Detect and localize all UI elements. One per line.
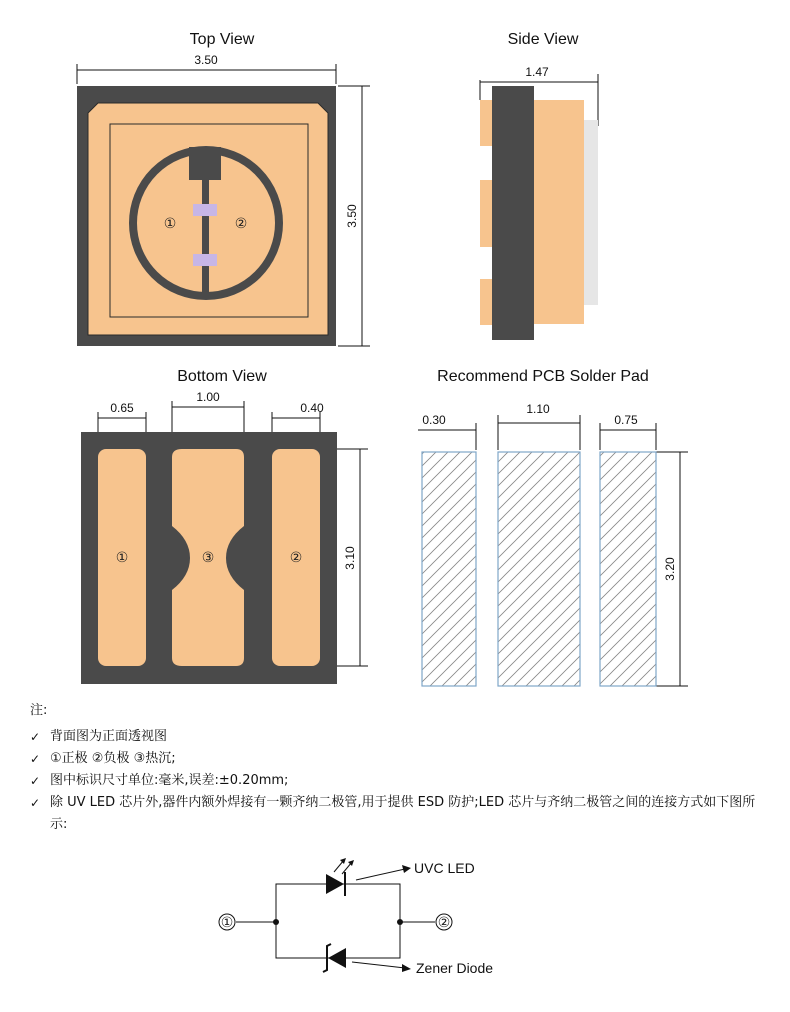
note-text: 除 UV LED 芯片外,器件内额外焊接有一颗齐纳二极管,用于提供 ESD 防护;LED 芯片与齐纳二极管之间的连接方式如下图所示: xyxy=(50,795,756,832)
check-icon: ✓ xyxy=(30,752,41,766)
top-pad2-mark: ② xyxy=(234,216,248,232)
notes-heading: 注: xyxy=(30,703,48,718)
check-icon: ✓ xyxy=(30,774,41,788)
uvc-callout-arrowhead xyxy=(402,865,411,873)
side-pad-upper xyxy=(480,100,494,146)
bottom-pad1-width-dim: 0.65 xyxy=(110,401,134,415)
wire-led-loop xyxy=(276,884,400,922)
top-pad1-mark: ① xyxy=(163,216,177,232)
pcb-view-title: Recommend PCB Solder Pad xyxy=(437,368,649,385)
pcb-pad3-width-dim: 1.10 xyxy=(526,402,550,416)
pcb-pad1-width-dim: 0.30 xyxy=(422,413,446,427)
check-icon: ✓ xyxy=(30,796,41,810)
zener-callout-arrowhead xyxy=(402,964,411,972)
note-text: ①正极 ②负极 ③热沉; xyxy=(50,751,176,766)
top-zener-chip xyxy=(193,254,217,266)
notes-section xyxy=(30,702,770,836)
check-icon: ✓ xyxy=(30,730,41,744)
bottom-pad2-mark: ② xyxy=(289,550,303,566)
side-view xyxy=(480,31,598,340)
side-window xyxy=(584,120,598,305)
note-item xyxy=(30,726,770,748)
bottom-view xyxy=(81,368,368,684)
note-text: 背面图为正面透视图 xyxy=(50,729,168,744)
circuit-schematic xyxy=(219,858,493,976)
pcb-pad-2 xyxy=(600,452,656,686)
pcb-pad-1 xyxy=(422,452,476,686)
circuit-terminal-2: ② xyxy=(437,915,451,931)
bottom-view-title: Bottom View xyxy=(177,368,267,385)
bottom-pad2-width-dim: 0.40 xyxy=(300,401,324,415)
note-item xyxy=(30,748,770,770)
top-chip-bond-pad xyxy=(189,147,221,180)
note-text: 图中标识尺寸单位:毫米,误差:±0.20mm; xyxy=(50,773,289,788)
circuit-terminal-1: ① xyxy=(220,915,234,931)
note-item xyxy=(30,770,770,792)
top-view xyxy=(77,31,370,346)
uvc-led-label: UVC LED xyxy=(414,860,475,876)
side-body xyxy=(492,86,534,340)
top-height-dim: 3.50 xyxy=(345,204,359,228)
pcb-pad-3 xyxy=(498,452,580,686)
top-view-title: Top View xyxy=(189,31,255,48)
side-view-title: Side View xyxy=(507,31,579,48)
zener-diode-symbol xyxy=(328,948,346,968)
side-width-dim: 1.47 xyxy=(525,65,549,79)
pcb-height-dim: 3.20 xyxy=(663,557,677,581)
led-diode-symbol xyxy=(326,874,344,894)
pcb-pad2-width-dim: 0.75 xyxy=(614,413,638,427)
pcb-pad-view xyxy=(418,368,688,686)
junction-left xyxy=(273,919,279,925)
bottom-height-dim: 3.10 xyxy=(343,546,357,570)
side-pad-lower xyxy=(480,279,494,325)
top-center-trace xyxy=(202,180,209,292)
top-led-chip xyxy=(193,204,217,216)
uvc-callout-line xyxy=(356,869,405,880)
bottom-pad3-width-dim: 1.00 xyxy=(196,390,220,404)
top-width-dim: 3.50 xyxy=(194,53,218,67)
bottom-pad1-mark: ① xyxy=(115,550,129,566)
side-pad-middle xyxy=(480,180,494,247)
note-item xyxy=(30,792,770,836)
junction-right xyxy=(397,919,403,925)
zener-callout-line xyxy=(352,962,405,968)
zener-diode-label: Zener Diode xyxy=(416,960,494,976)
bottom-pad3-mark: ③ xyxy=(201,550,215,566)
side-lens-frame xyxy=(534,100,584,324)
